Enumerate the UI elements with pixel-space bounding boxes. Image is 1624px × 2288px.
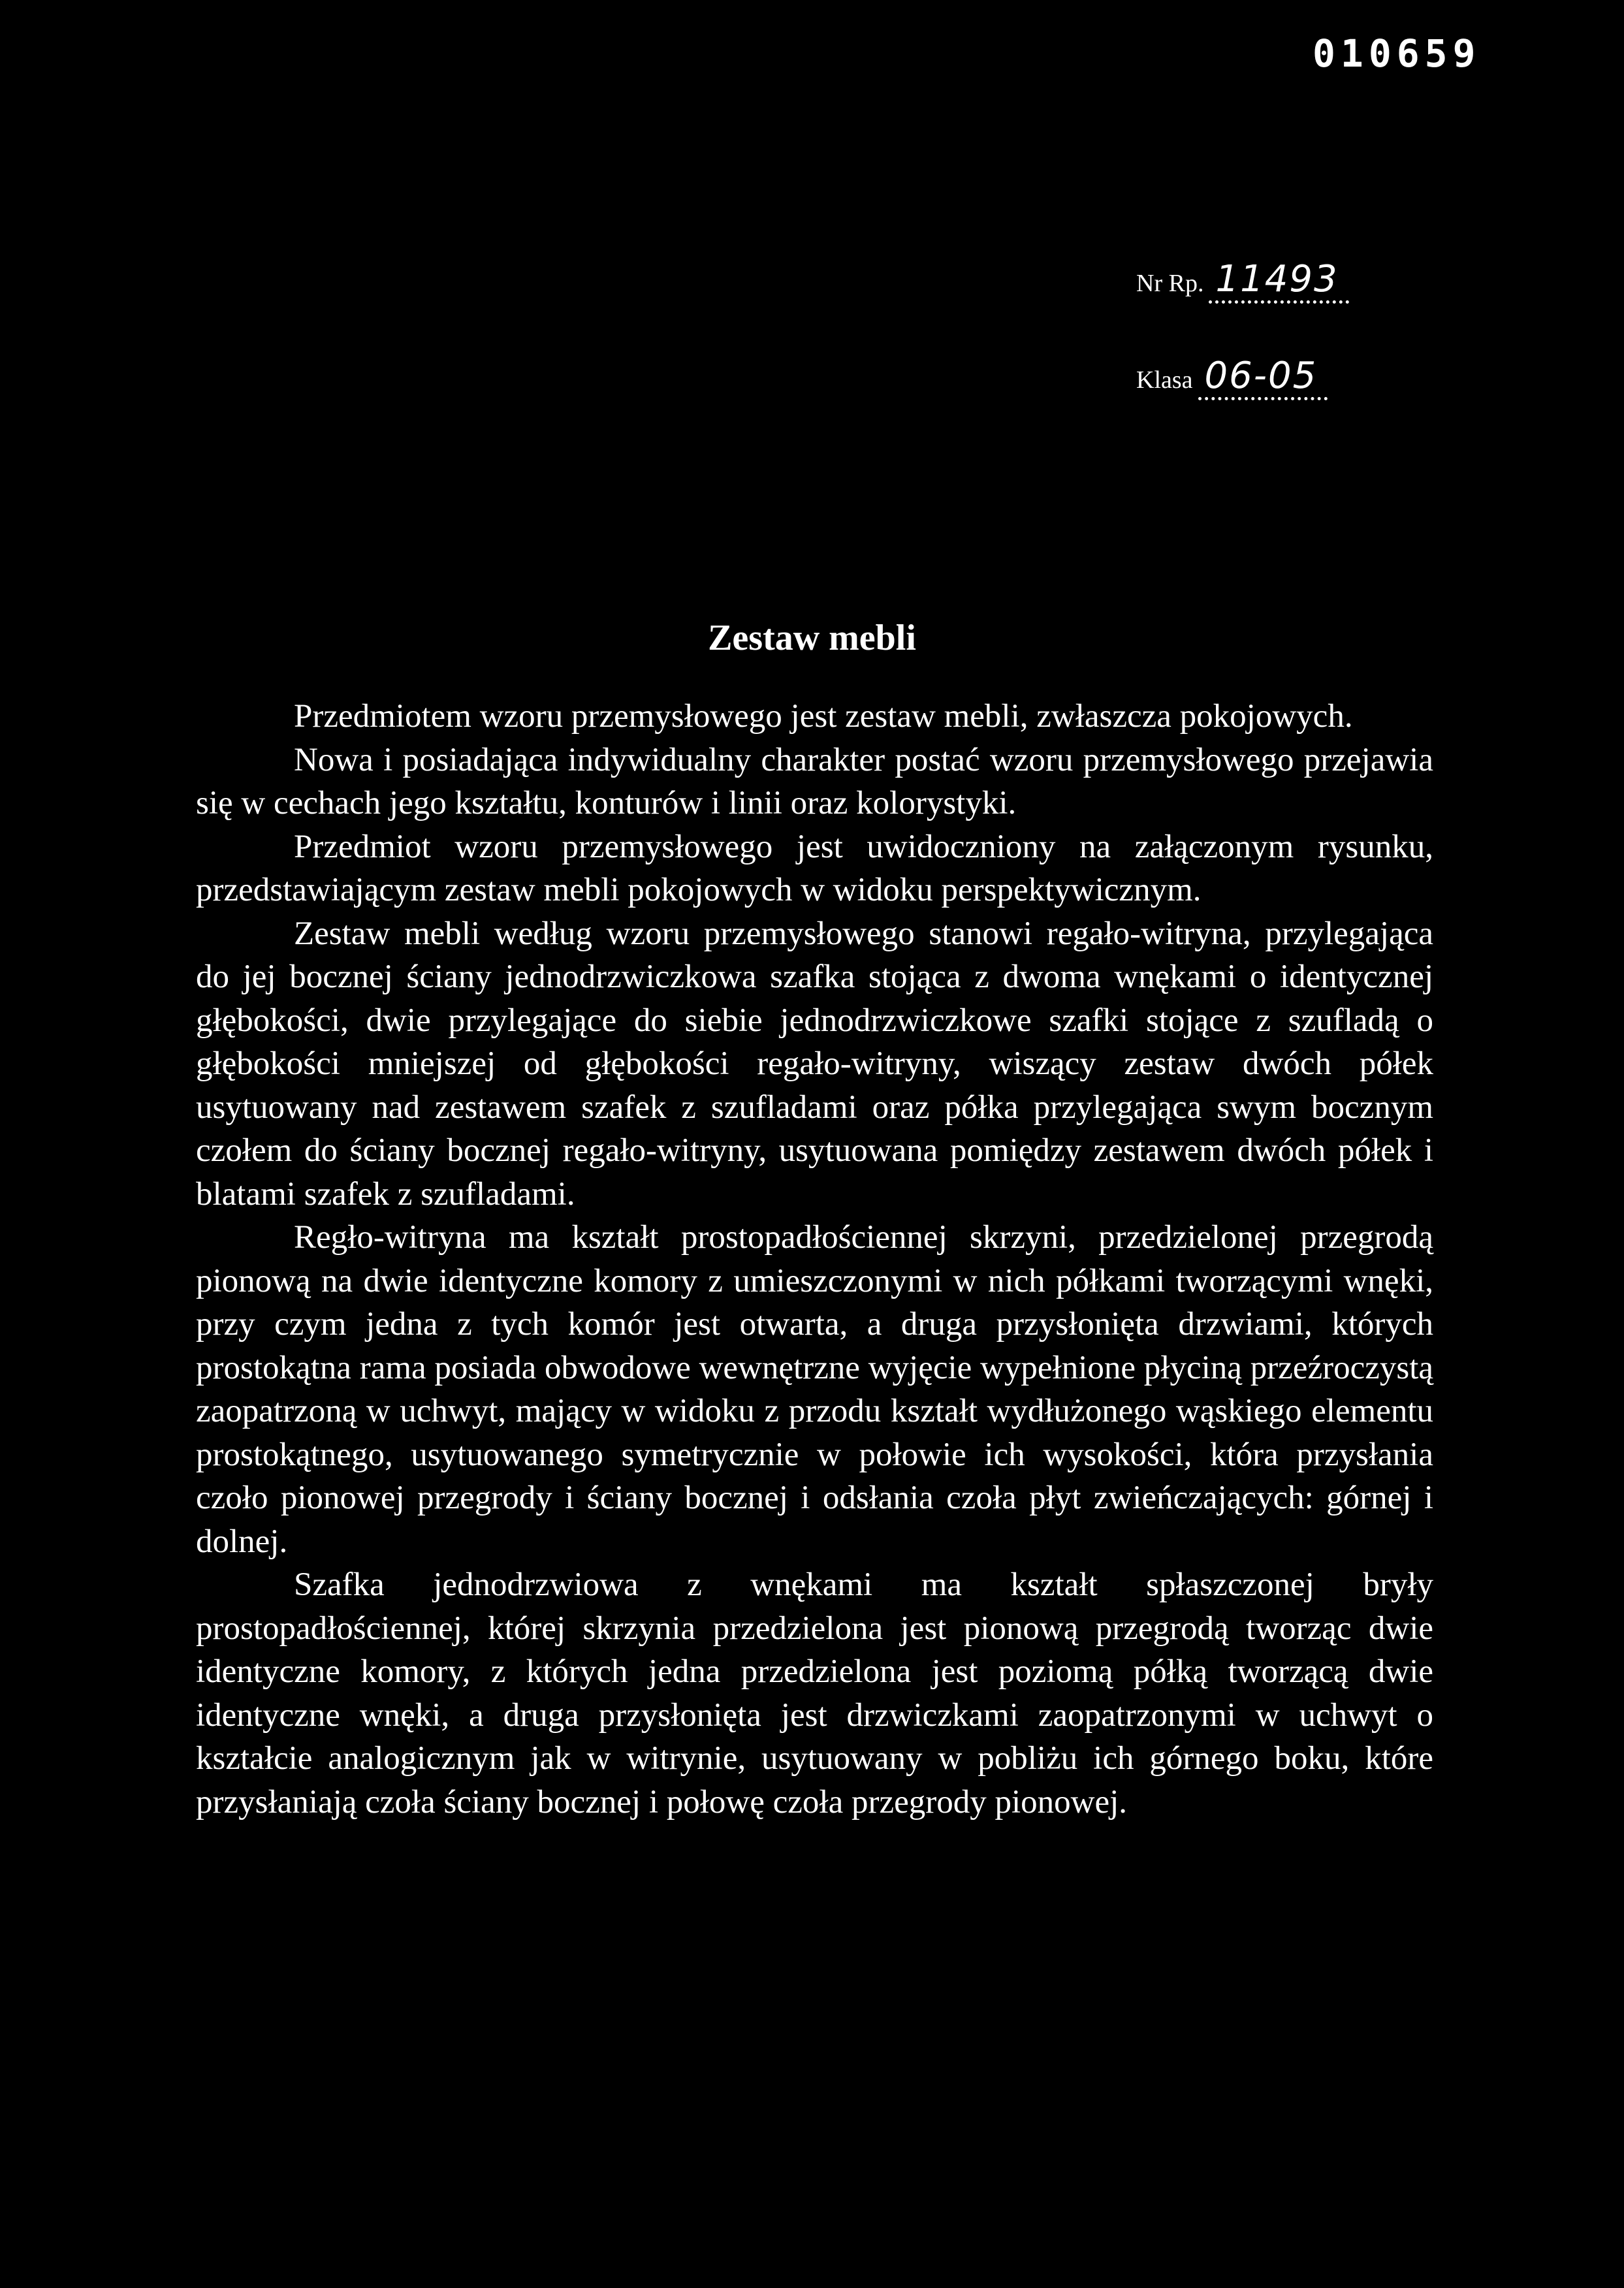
class-number-value: 06-05 — [1198, 358, 1328, 400]
registration-number — [1136, 258, 1349, 304]
document-body — [196, 695, 1433, 1824]
paragraph-2: Nowa i posiadająca indywidualny charakter postać wzoru przemysłowego przejawia się w cechach jego kształtu, konturów i linii oraz kolorystyki. — [196, 741, 1433, 821]
document-title: Zestaw mebli — [708, 618, 916, 658]
stamp-number: 010659 — [1313, 31, 1481, 76]
paragraph-6: Szafka jednodrzwiowa z wnękami ma kształt spłaszczonej bryły prostopadłościennej, której skrzynia przedzielona jest pionową przegrodą tworząc dwie identyczne komory, z których jedna przedzielona jest poziomą półką tworzącą dwie identyczne wnęki, a druga przysłonięta jest drzwiczkami zaopatrzonymi w uchwyt o kształcie analogicznym jak w witrynie, usytuowany w pobliżu ich górnego boku, które przysłaniają czoła ściany bocznej i połowę czoła przegrody pionowej. — [196, 1566, 1433, 1820]
class-number-label: Klasa — [1136, 366, 1193, 394]
paragraph-4: Zestaw mebli według wzoru przemysłowego stanowi regało-witryna, przylegająca do jej bocznej ściany jednodrzwiczkowa szafka stojąca z dwoma wnękami o identycznej głębokości, dwie przylegające do siebie jednodrzwiczkowe szafki stojące z szufladą o głębokości mniejszej od głębokości regało-witryny, wiszący zestaw dwóch półek usytuowany nad zestawem szafek z szufladami oraz półka przylegająca swym bocznym czołem do ściany bocznej regało-witryny, usytuowana pomiędzy zestawem dwóch półek i blatami szafek z szufladami. — [196, 915, 1433, 1213]
registration-number-label: Nr Rp. — [1136, 270, 1204, 297]
paragraph-5: Regło-witryna ma kształt prostopadłościennej skrzyni, przedzielonej przegrodą pionową na dwie identyczne komory z umieszczonymi w nich półkami tworzącymi wnęki, przy czym jedna z tych komór jest otwarta, a druga przysłonięta drzwiami, których prostokątna rama posiada obwodowe wewnętrzne wyjęcie wypełnione płyciną przeźroczystą zaopatrzoną w uchwyt, mający w widoku z przodu kształt wydłużonego wąskiego elementu prostokątnego, usytuowanego symetrycznie w połowie ich wysokości, która przysłania czoło pionowej przegrody i ściany bocznej i odsłania czoła płyt zwieńczających: górnej i dolnej. — [196, 1219, 1433, 1560]
paragraph-3: Przedmiot wzoru przemysłowego jest uwidoczniony na załączonym rysunku, przedstawiającym zestaw mebli pokojowych w widoku perspektywicznym. — [196, 828, 1433, 908]
paragraph-1: Przedmiotem wzoru przemysłowego jest zestaw mebli, zwłaszcza pokojowych. — [294, 698, 1353, 735]
class-number — [1136, 355, 1328, 400]
registration-number-value: 11493 — [1209, 261, 1348, 304]
